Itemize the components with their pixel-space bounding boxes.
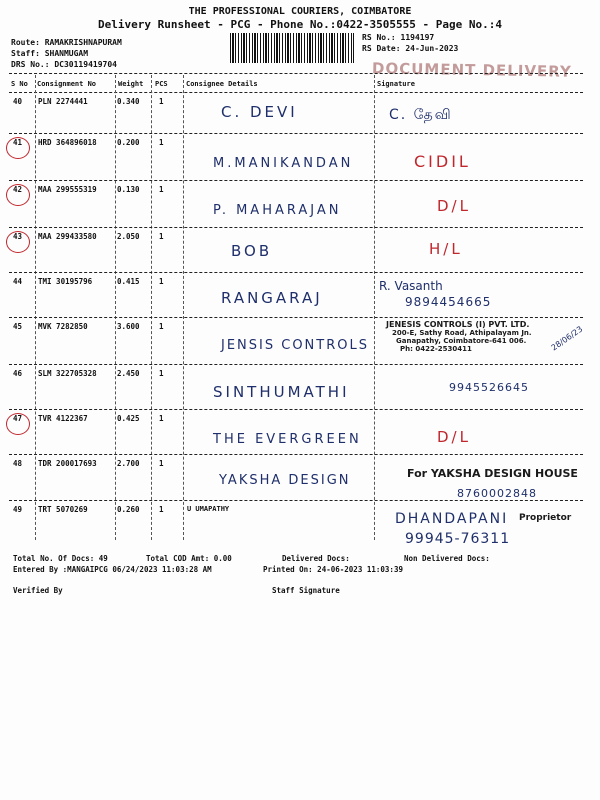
row-sno: 47 [13,414,23,423]
row-pcs: 1 [159,232,164,241]
table-row [9,410,583,455]
row-pcs: 1 [159,459,164,468]
row-sno: 43 [13,232,23,241]
row-consignment: MAA 299433580 [38,232,97,241]
col-details: Consignee Details [186,80,258,88]
table-row [9,501,583,548]
barcode [230,33,354,63]
row-consignment: PLN 2274441 [38,97,88,106]
row-pcs: 1 [159,277,164,286]
yaksha-company-stamp: For YAKSHA DESIGN HOUSE [407,467,578,480]
handwritten-name: JENSIS CONTROLS [221,338,369,353]
row-consignment: HRD 364896018 [38,138,97,147]
table-row [9,228,583,273]
row-sno: 40 [13,97,23,106]
handwritten-name: SINTHUMATHI [213,383,350,401]
entered-by: Entered By :MANGAIPCG 06/24/2023 11:03:28 AM [13,565,212,574]
row-sno: 46 [13,369,23,378]
row-consignment: MVK 7282850 [38,322,88,331]
row-pcs: 1 [159,414,164,423]
row-consignment: SLM 322705328 [38,369,97,378]
table-row [9,181,583,228]
col-consignment: Consignment No [37,80,97,88]
non-delivered-docs: Non Delivered Docs: [404,554,490,563]
runsheet-title: Delivery Runsheet - PCG - Phone No.:0422-3505555 - Page No.:4 [98,18,502,31]
table-row [9,273,583,318]
handwritten-signature: D/L [437,428,471,446]
route-label: Route: RAMAKRISHNAPURAM [11,38,122,47]
row-consignment: TRT 5070269 [38,505,88,514]
row-weight: 0.200 [117,138,140,147]
jenesis-company-stamp [386,320,532,353]
row-sno: 42 [13,185,23,194]
handwritten-name: RANGARAJ [221,289,323,307]
handwritten-name: P. MAHARAJAN [213,203,342,218]
row-consignment: MAA 299555319 [38,185,97,194]
handwritten-signature: H/L [429,240,463,258]
table-row [9,134,583,181]
handwritten-signature: C. தேவி [389,107,453,123]
row-weight: 3.600 [117,322,140,331]
handwritten-name: C. DEVI [221,103,298,121]
col-pcs: PCS [155,80,168,88]
col-weight: Weight [118,80,144,88]
row-weight: 0.415 [117,277,140,286]
handwritten-signature: D/L [437,197,471,215]
handwritten-date: 28/06/23 [549,324,585,353]
handwritten-phone: 9894454665 [405,295,492,309]
stamp-line: Ganapathy, Coimbatore-641 006. [396,337,527,345]
row-pcs: 1 [159,97,164,106]
rs-number: RS No.: 1194197 [362,33,435,42]
row-consignment: TMI 30195796 [38,277,93,286]
row-weight: 2.050 [117,232,140,241]
row-consignment: TDR 200017693 [38,459,97,468]
table-header [9,77,583,91]
handwritten-name: M.MANIKANDAN [213,156,354,171]
row-pcs: 1 [159,369,164,378]
row-sno: 41 [13,138,23,147]
stamp-line: Ph: 0422-2530411 [400,345,472,353]
row-pcs: 1 [159,322,164,331]
row-consignee-details: U UMAPATHY [187,505,230,513]
table-top-rule [9,73,583,74]
row-sno: 45 [13,322,23,331]
handwritten-signature: DHANDAPANI [395,511,509,527]
staff-signature: Staff Signature [272,586,340,595]
row-pcs: 1 [159,138,164,147]
row-weight: 0.425 [117,414,140,423]
row-pcs: 1 [159,185,164,194]
handwritten-signature: CIDIL [414,152,471,171]
total-cod: Total COD Amt: 0.00 [146,554,232,563]
row-weight: 2.700 [117,459,140,468]
verified-by: Verified By [13,586,63,595]
col-sno: S No [11,80,28,88]
row-weight: 0.260 [117,505,140,514]
row-weight: 0.340 [117,97,140,106]
row-weight: 2.450 [117,369,140,378]
table-row [9,318,583,365]
drs-number: DRS No.: DC30119419704 [11,60,117,69]
table-row [9,365,583,410]
stamp-line: JENESIS CONTROLS (I) PVT. LTD. [386,320,530,329]
proprietor-label: Proprietor [519,513,572,523]
row-consignment: TVR 4122367 [38,414,88,423]
row-sno: 44 [13,277,23,286]
row-weight: 0.130 [117,185,140,194]
handwritten-name: THE EVERGREEN [213,432,362,447]
printed-on: Printed On: 24-06-2023 11:03:39 [263,565,403,574]
handwritten-phone: 99945-76311 [405,531,511,547]
total-docs: Total No. Of Docs: 49 [13,554,108,563]
table-row [9,93,583,134]
row-pcs: 1 [159,505,164,514]
handwritten-name: YAKSHA DESIGN [219,473,351,488]
handwritten-phone: 9945526645 [449,381,529,394]
stamp-line: 200-E, Sathy Road, Athipalayam Jn. [392,329,532,337]
rs-date: RS Date: 24-Jun-2023 [362,44,459,53]
staff-label: Staff: SHANMUGAM [11,49,89,58]
delivered-docs: Delivered Docs: [282,554,350,563]
row-sno: 48 [13,459,23,468]
col-signature: Signature [377,80,415,88]
table-row [9,455,583,501]
handwritten-name: BOB [231,242,273,260]
row-sno: 49 [13,505,23,514]
handwritten-phone: 8760002848 [457,487,537,500]
document-delivery-stamp: DOCUMENT DELIVERY [371,59,573,81]
handwritten-signature: R. Vasanth [379,279,443,293]
company-title: THE PROFESSIONAL COURIERS, COIMBATORE [188,6,412,17]
